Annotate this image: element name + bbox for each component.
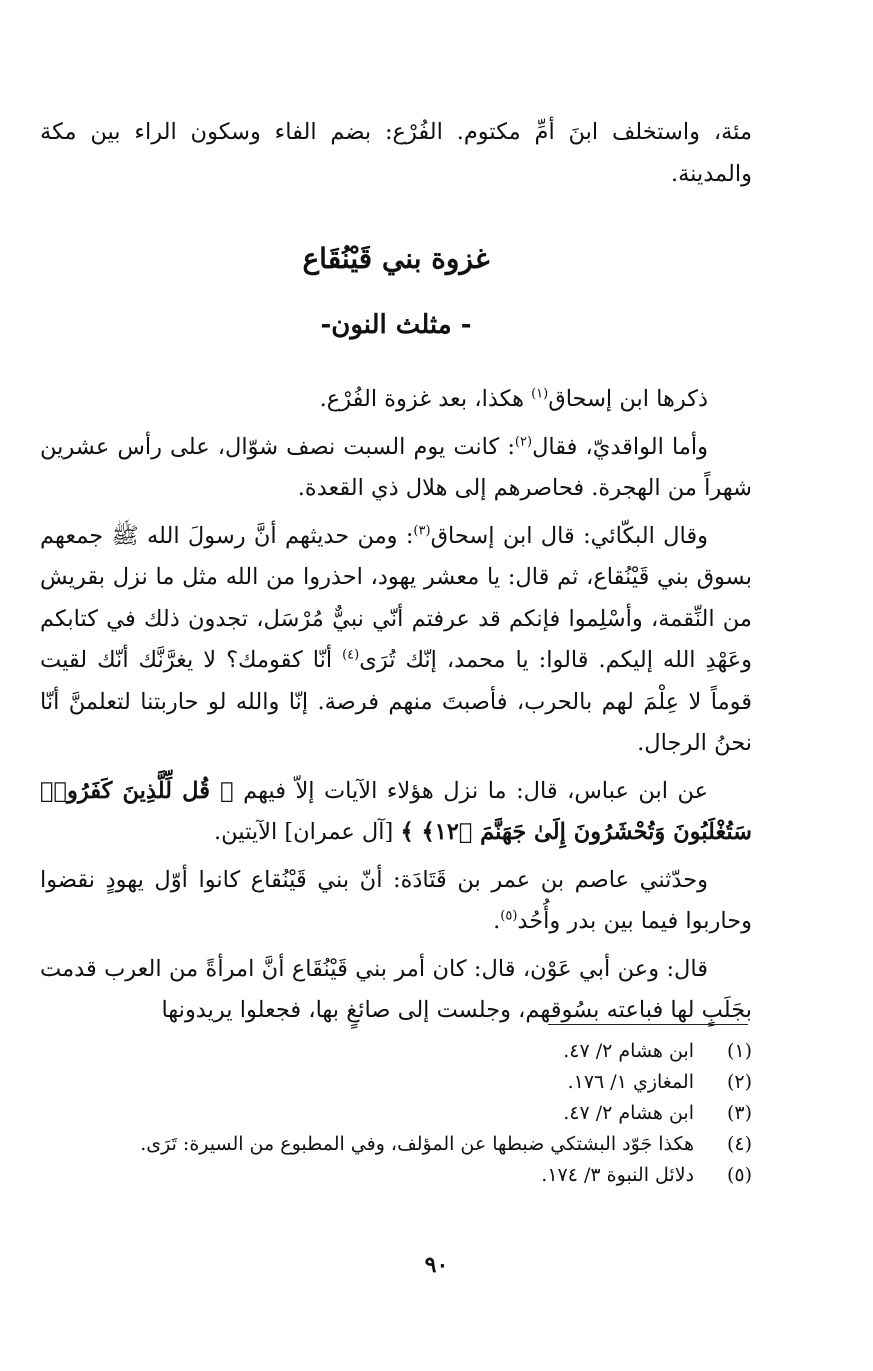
quran-verse: ﴿ قُل لِّلَّذِينَ كَفَرُوا۟ سَتُغْلَبُونَ وَتُحْشَرُونَ إِلَىٰ جَهَنَّمَ ﴿١٢﴾ ﴾ (40, 777, 752, 845)
paragraph-1 (40, 379, 752, 421)
footnote (40, 1067, 752, 1098)
paragraph-6: قال: وعن أبي عَوْن، قال: كان أمر بني قَيْنُقَاع أنَّ امرأةً من العرب قدمت بجَلَبٍ لها فباعته بسُوقهم، وجلست إلى صائغٍ بها، فجعلوا يريدونها (40, 955, 752, 1023)
footnote-ref: (٥) (500, 908, 518, 924)
footnote-number: (١) (726, 1040, 752, 1062)
footnote-text: ابن هشام ٢/ ٤٧. (563, 1040, 694, 1062)
footnote-number: (٢) (726, 1071, 752, 1093)
footnote-text: دلائل النبوة ٣/ ١٧٤. (541, 1164, 694, 1186)
text: وحدّثني عاصم بن عمر بن قَتَادَة: أنّ بني قَيْنُقاع كانوا أوّل يهودٍ نقضوا وحاربوا فيما بين بدر وأُحُد (40, 866, 752, 934)
footnote-number: (٤) (726, 1133, 752, 1155)
page-number: ٩٠ (424, 1252, 449, 1278)
text: . (493, 908, 501, 934)
main-text (40, 112, 752, 1038)
section-title: غزوة بني قَيْنُقَاع (302, 242, 490, 275)
text: [آل عمران] الآيتين. (214, 819, 401, 845)
footnote (40, 1129, 752, 1160)
footnotes (40, 1036, 752, 1191)
text: ذكرها ابن إسحاق (548, 386, 708, 412)
text: هكذا، بعد غزوة الفُرْع. (319, 386, 532, 412)
footnote-text: هكذا جَوّد البشتكي ضبطها عن المؤلف، وفي المطبوع من السيرة: تَرَى. (140, 1133, 694, 1155)
footnote (40, 1036, 752, 1067)
paragraph-continued: مئة، واستخلف ابنَ أمِّ مكتوم. الفُرْع: بضم الفاء وسكون الراء بين مكة والمدينة. (40, 119, 752, 187)
footnote-ref: (٢) (514, 434, 533, 449)
footnote-separator (548, 1024, 748, 1025)
footnote-text: ابن هشام ٢/ ٤٧. (563, 1102, 694, 1124)
section-subtitle: - مثلث النون- (320, 310, 472, 340)
paragraph-3 (40, 516, 752, 765)
footnote-number: (٥) (726, 1164, 752, 1186)
footnote-ref: (٣) (413, 523, 431, 538)
paragraph-5 (40, 860, 752, 943)
footnote-ref: (٤) (342, 647, 360, 663)
paragraph-4 (40, 771, 752, 854)
text: : كانت يوم السبت نصف شوّال، على رأس عشرين شهراً من الهجرة. فحاصرهم إلى هلال ذي القعدة. (40, 433, 752, 501)
text: : ومن حديثهم أنَّ رسولَ الله ﷺ جمعهم بسوق بني قَيْنُقاع، ثم قال: يا معشر يهود، احذروا من الله مثل ما نزل بقريش من النِّقمة، وأسْلِموا فإنكم قد عرفتم أنّي نبيٌّ مُرْسَل، تجدون ذلك في كتابكم وعَهْدِ الله إليكم. قالوا: يا محمد، إنّك تُرَى (40, 522, 752, 673)
footnote (40, 1160, 752, 1191)
footnote (40, 1098, 752, 1129)
footnote-text: المغازي ١/ ١٧٦. (567, 1071, 694, 1093)
text: عن ابن عباس، قال: ما نزل هؤلاء الآيات إلاّ فيهم (233, 777, 708, 804)
footnote-number: (٣) (726, 1102, 752, 1124)
text: وأما الواقديّ، فقال (532, 433, 709, 460)
footnote-ref: (١) (531, 386, 549, 402)
paragraph-2 (40, 427, 752, 510)
text: أنّا كقومك؟ لا يغرَّنَّك أنّك لقيت قوماً لا عِلْمَ لهم بالحرب، فأصبتَ منهم فرصة. إنّا والله لو حاربتنا لتعلمنَّ أنّا نحنُ الرجال. (40, 647, 752, 756)
text: وقال البكّائي: قال ابن إسحاق (430, 522, 709, 549)
